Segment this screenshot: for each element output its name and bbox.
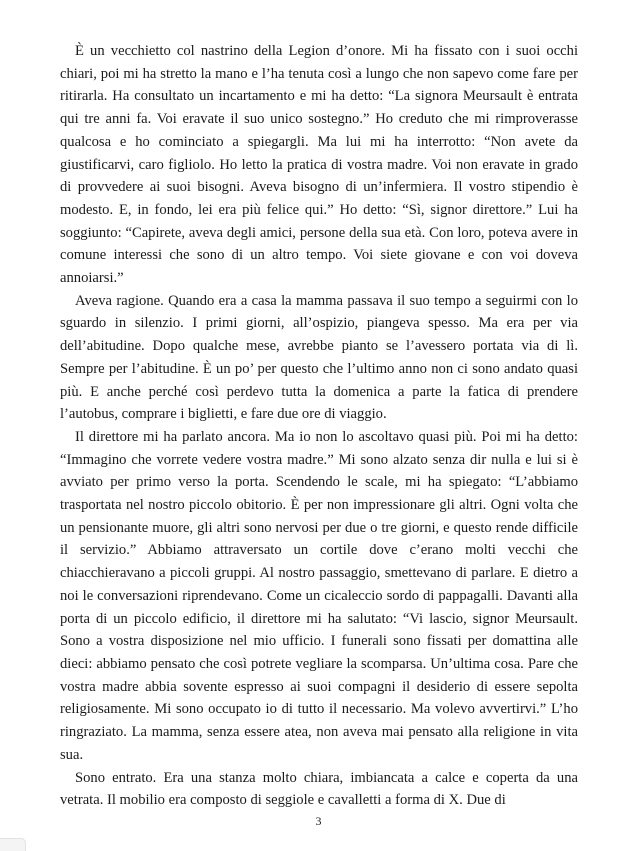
corner-tab[interactable] bbox=[0, 838, 26, 851]
paragraph-1: È un vecchietto col nastrino della Legion d’onore. Mi ha fissato con i suoi occhi chiari, poi mi ha stretto la mano e l’ha tenuta così a lungo che non sapevo come fare per ritirarla. Ha consultato un incartamento e mi ha detto: “La signora Meursault è entrata qui tre anni fa. Voi eravate il suo unico sostegno.” Ho creduto che mi rimproverasse qualcosa e ho cominciato a spiegargli. Ma lui mi ha interrotto: “Non avete da giustificarvi, caro figliolo. Ho letto la pratica di vostra madre. Voi non eravate in grado di provvedere ai suoi bisogni. Aveva bisogno di un’infermiera. Il vostro stipendio è modesto. E, in fondo, lei era più felice qui.” Ho detto: “Sì, signor direttore.” Lui ha soggiunto: “Capirete, aveva degli amici, persone della sua età. Con loro, poteva avere in comune interessi che sono di un altro tempo. Voi siete giovane e con voi doveva annoiarsi.” bbox=[60, 43, 578, 287]
paragraph-3: Il direttore mi ha parlato ancora. Ma io non lo ascoltavo quasi più. Poi mi ha detto: “Immagino che vorrete vedere vostra madre.” Mi sono alzato senza dir nulla e lui si è avviato per primo verso la porta. Scendendo le scale, mi ha spiegato: “L’abbiamo trasportata nel nostro piccolo obitorio. È per non impressionare gli altri. Ogni volta che un pensionante muore, gli altri sono nervosi per due o tre giorni, e questo rende difficile il servizio.” Abbiamo attraversato un cortile dove c’erano molti vecchi che chiacchieravano a piccoli gruppi. Al nostro passaggio, smettevano di parlare. E dietro a noi le conversazioni riprendevano. Come un cicaleccio sordo di pappagalli. Davanti alla porta di un piccolo edificio, il direttore mi ha salutato: “Vi lascio, signor Meursault. Sono a vostra disposizione nel mio ufficio. I funerali sono fissati per domattina alle dieci: abbiamo pensato che così potrete vegliare la scomparsa. Un’ultima cosa. Pare che vostra madre abbia sovente espresso ai suoi compagni il desiderio di essere sepolta religiosamente. Mi sono occupato io di tutto il necessario. Ma volevo avvertirvi.” L’ho ringraziato. La mamma, senza essere atea, non aveva mai pensato alla religione in vita sua. bbox=[60, 428, 578, 763]
page-number: 3 bbox=[315, 814, 322, 828]
paragraph-2: Aveva ragione. Quando era a casa la mamma passava il suo tempo a seguirmi con lo sguardo in silenzio. I primi giorni, all’ospizio, piangeva spesso. Ma era per via dell’abitudine. Dopo qualche mese, avrebbe pianto se l’avessero portata via di lì. Sempre per l’abitudine. È un po’ per questo che l’ultimo anno non ci sono andato quasi più. E anche perché così perdevo tutta la domenica a parte la fatica di prendere l’autobus, comprare i biglietti, e fare due ore di viaggio. bbox=[60, 292, 578, 423]
paragraph-4: Sono entrato. Era una stanza molto chiara, imbiancata a calce e coperta da una vetrata. Il mobilio era composto di seggiole e cavalletti a forma di X. Due di bbox=[60, 769, 578, 809]
document-page bbox=[60, 40, 578, 812]
